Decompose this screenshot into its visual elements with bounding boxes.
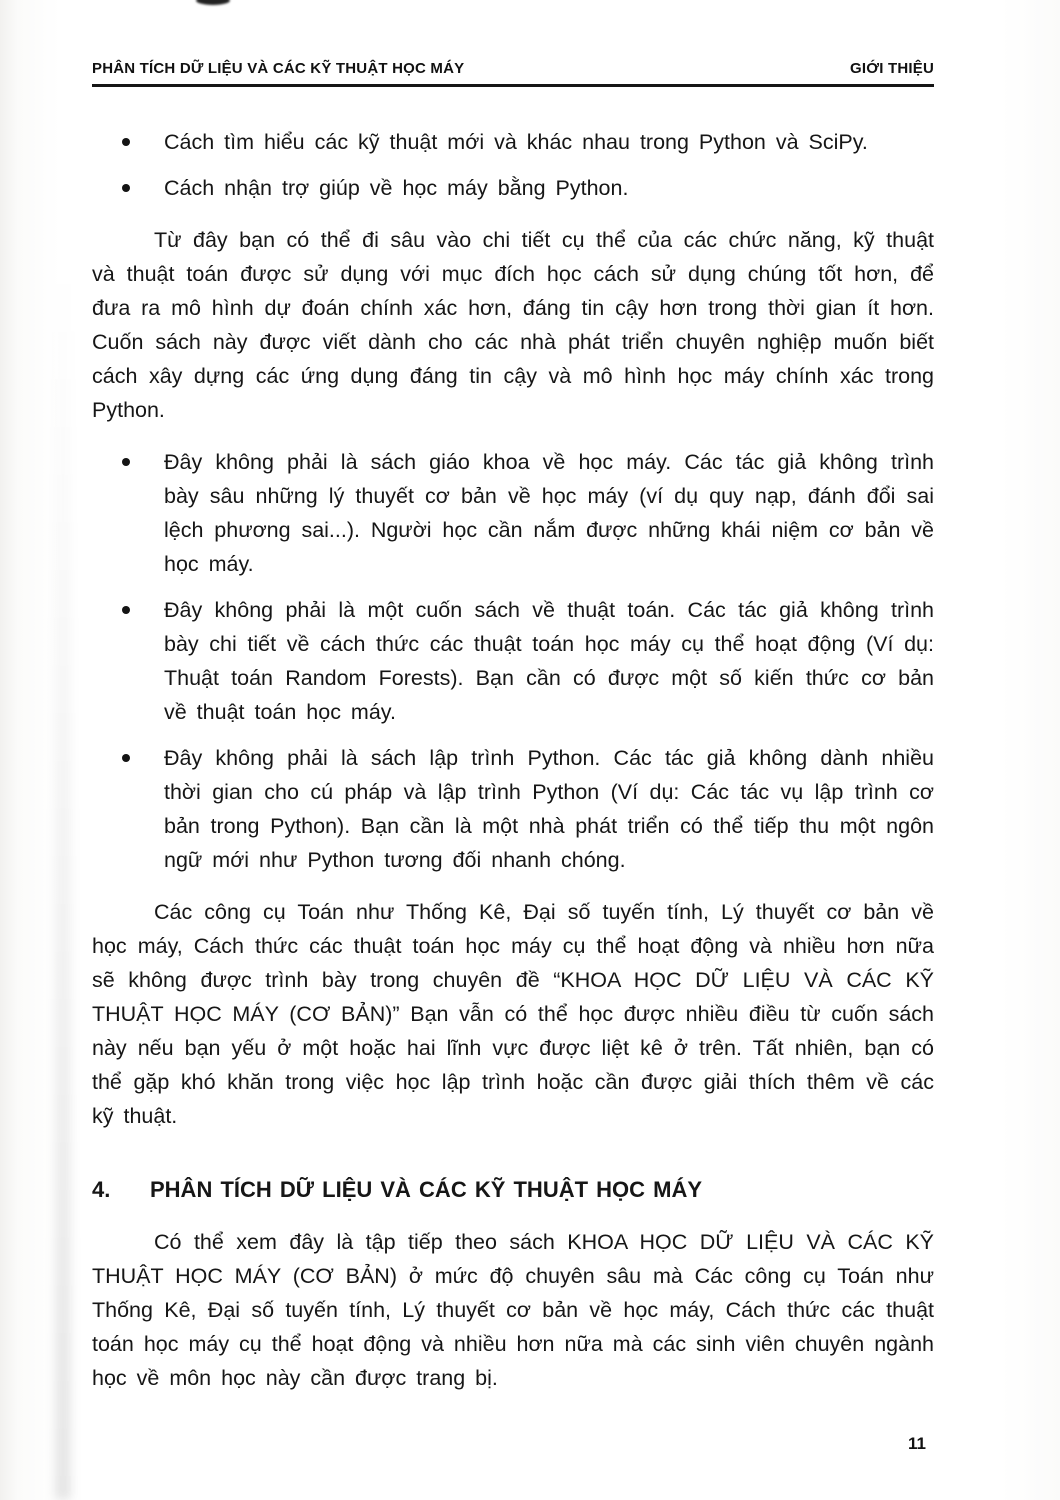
bullet-item [92,741,934,877]
bullet-icon [122,754,130,762]
bullet-text: Cách tìm hiểu các kỹ thuật mới và khác nhau trong Python và SciPy. [164,130,868,154]
header-right-title: GIỚI THIỆU [850,60,934,77]
bullet-text: Đây không phải là một cuốn sách về thuật toán. Các tác giả không trình bày chi tiết về cách thức các thuật toán học máy cụ thể hoạt động (Ví dụ: Thuật toán Random Forests). Bạn cần có được một số kiến thức cơ bản về thuật toán học máy. [164,598,934,724]
page-number: 11 [908,1434,926,1453]
bullet-item [92,445,934,581]
running-header [92,60,934,87]
bullet-icon [122,184,130,192]
heading-text: PHÂN TÍCH DỮ LIỆU VÀ CÁC KỸ THUẬT HỌC MÁY [150,1177,703,1202]
bullet-icon [122,606,130,614]
bullet-item [92,593,934,729]
bullet-text: Đây không phải là sách lập trình Python. Các tác giả không dành nhiều thời gian cho cú pháp và lập trình Python (Ví dụ: Các tác vụ lập trình cơ bản trong Python). Bạn cần là một nhà phát triển có thể tiếp thu một ngôn ngữ mới như Python tương đối nhanh chóng. [164,746,934,872]
heading-number: 4. [92,1177,111,1202]
bullet-item [92,125,934,159]
paragraph: Từ đây bạn có thể đi sâu vào chi tiết cụ thể của các chức năng, kỹ thuật và thuật toán được sử dụng với mục đích học cách sử dụng chúng tốt hơn, để đưa ra mô hình dự đoán chính xác hơn, đáng tin cậy hơn trong thời gian ít hơn. Cuốn sách này được viết dành cho các nhà phát triển chuyên nghiệp muốn biết cách xây dựng các ứng dụng đáng tin cậy và mô hình học máy chính xác trong Python. [92,228,934,422]
bullet-icon [122,138,130,146]
paragraph: Có thể xem đây là tập tiếp theo sách KHOA HỌC DỮ LIỆU VÀ CÁC KỸ THUẬT HỌC MÁY (CƠ BẢN) ở mức độ chuyên sâu mà Các công cụ Toán như Thống Kê, Đại số tuyến tính, Lý thuyết cơ bản về học máy, Cách thức các thuật toán học máy cụ thể hoạt động và nhiều hơn nữa mà các sinh viên chuyên ngành học về môn học này cần được trang bị. [92,1230,934,1390]
body-content [92,125,934,1395]
bullet-text: Cách nhận trợ giúp về học máy bằng Python. [164,176,629,200]
section-heading [92,1173,934,1207]
bullet-icon [122,458,130,466]
paragraph: Các công cụ Toán như Thống Kê, Đại số tuyến tính, Lý thuyết cơ bản về học máy, Cách thức các thuật toán học máy cụ thể hoạt động và nhiều hơn nữa sẽ không được trình bày trong chuyên đề “KHOA HỌC DỮ LIỆU VÀ CÁC KỸ THUẬT HỌC MÁY (CƠ BẢN)” Bạn vẫn có thể học được nhiều điều từ cuốn sách này nếu bạn yếu ở một hoặc hai lĩnh vực được liệt kê ở trên. Tất nhiên, bạn có thể gặp khó khăn trong việc học lập trình hoặc cần được giải thích thêm về các kỹ thuật. [92,900,934,1128]
header-left-title: PHÂN TÍCH DỮ LIỆU VÀ CÁC KỸ THUẬT HỌC MÁY [92,60,465,77]
bullet-text: Đây không phải là sách giáo khoa về học máy. Các tác giả không trình bày sâu những lý thuyết cơ bản về học máy (ví dụ quy nạp, đánh đổi sai lệch phương sai...). Người học cần nắm được những khái niệm cơ bản về học máy. [164,450,934,576]
bullet-item [92,171,934,205]
